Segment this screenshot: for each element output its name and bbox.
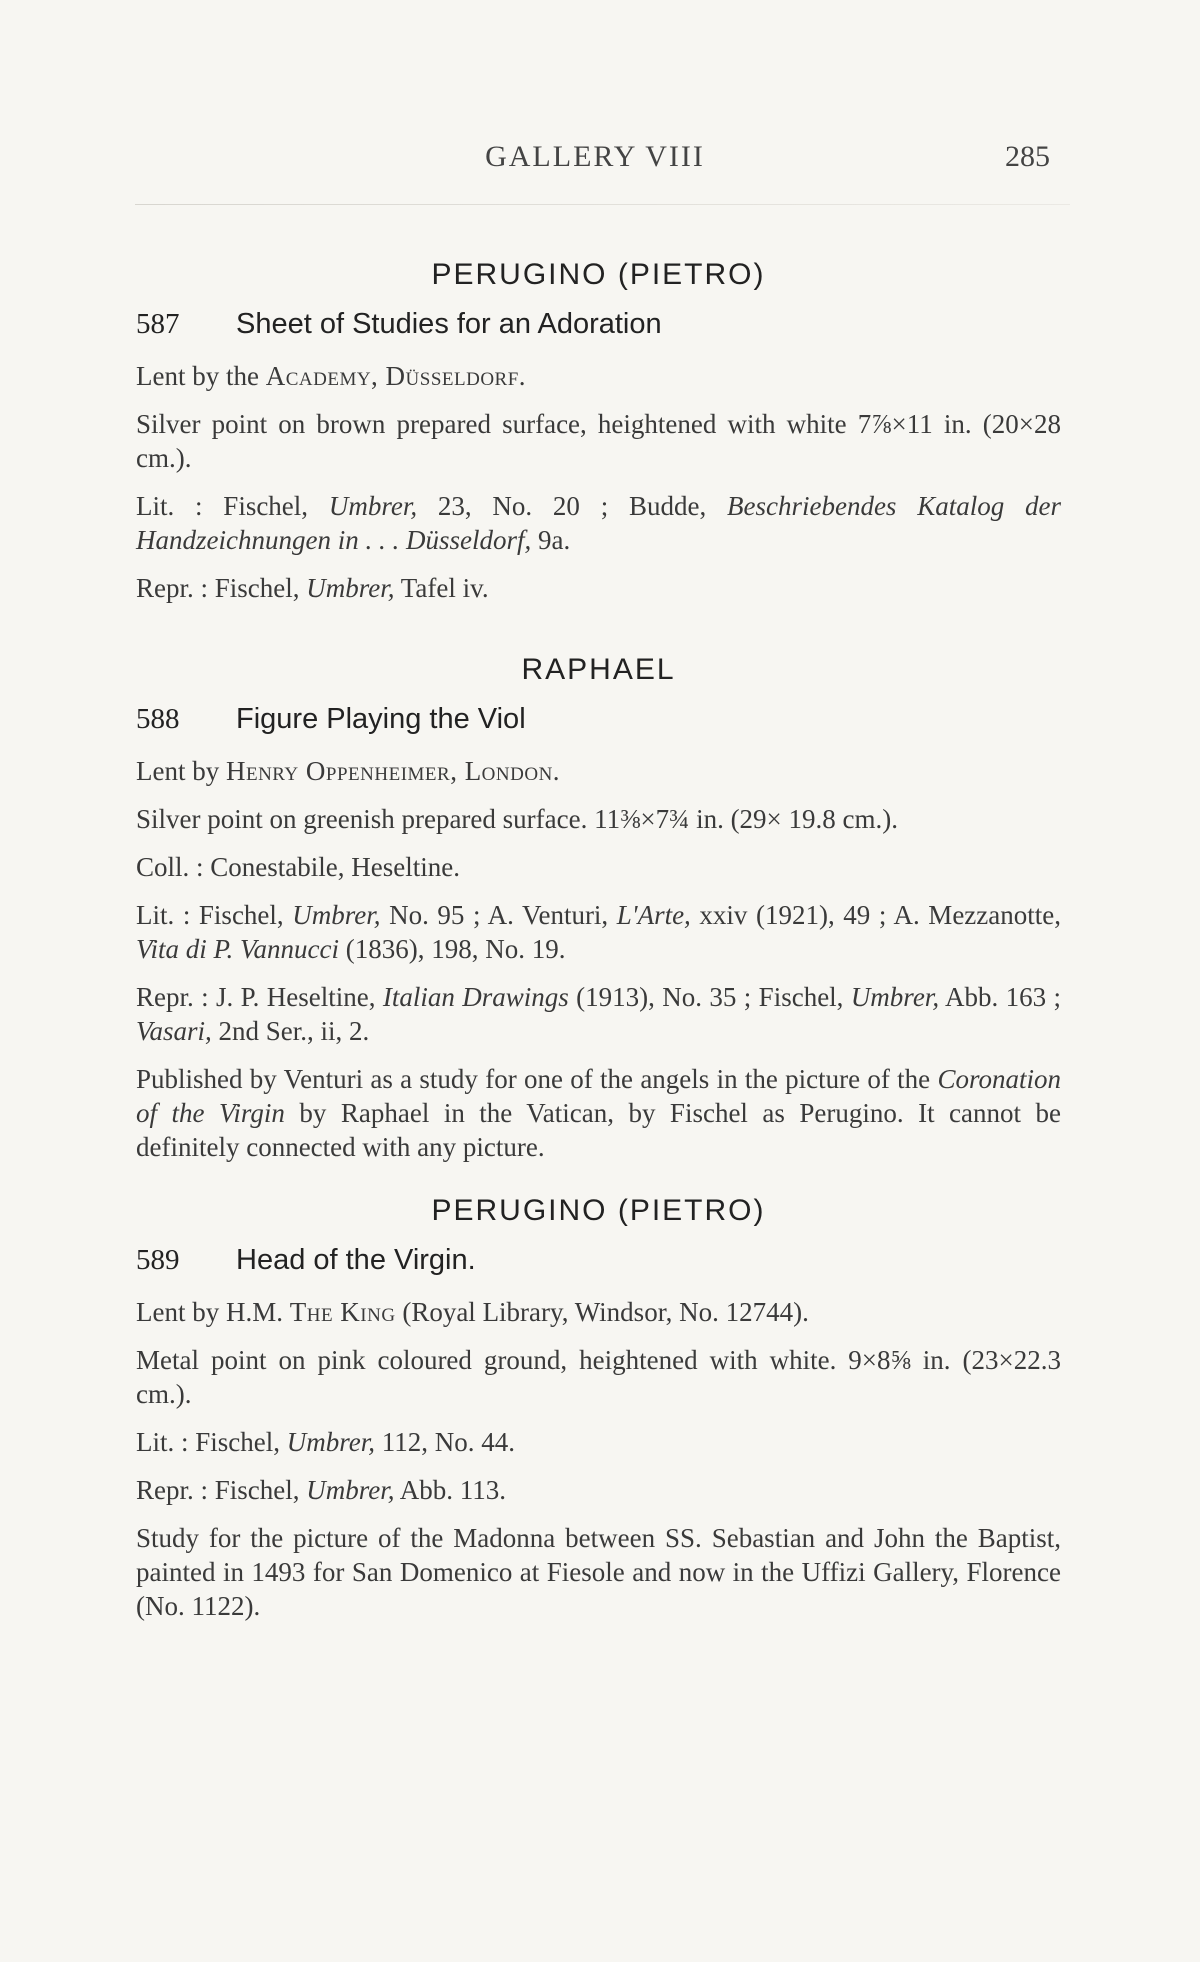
reproduction-line <box>136 980 1061 1048</box>
lit-title: Beschriebendes Katalog der Handzeichnungen in . . . Düsseldorf, <box>136 491 1061 555</box>
repr-prefix: Repr. : Fischel, <box>136 1475 307 1505</box>
lender-line <box>136 754 1061 788</box>
catalogue-number: 588 <box>136 703 180 735</box>
lender-name: Henry Oppenheimer, London. <box>225 756 561 786</box>
literature-line <box>136 1425 1061 1459</box>
repr-title: Umbrer, <box>850 982 940 1012</box>
lit-text: (1836), 198, No. 19. <box>338 934 566 964</box>
repr-text: 2nd Ser., ii, 2. <box>211 1016 370 1046</box>
repr-prefix: Repr. : J. P. Heseltine, <box>136 982 383 1012</box>
lit-title: Umbrer, <box>292 900 381 930</box>
literature-line <box>136 898 1061 966</box>
lit-title: L'Arte, <box>616 900 691 930</box>
medium-line: Silver point on brown prepared surface, heightened with white 7⅞×11 in. (20×28 cm.). <box>136 409 1061 473</box>
reproduction-line <box>136 1473 1061 1507</box>
lent-prefix: Lent by the <box>136 361 266 391</box>
medium-line: Silver point on greenish prepared surface. 11⅜×7¾ in. (29× 19.8 cm.). <box>136 804 899 834</box>
catalogue-number: 587 <box>136 308 180 340</box>
entry-heading <box>136 703 1061 736</box>
catalogue-entry <box>136 1194 1061 1623</box>
entry-title: Head of the Virgin. <box>236 1244 476 1276</box>
repr-prefix: Repr. : Fischel, <box>136 573 307 603</box>
lit-text: No. 95 ; A. Venturi, <box>380 900 617 930</box>
collection-line: Coll. : Conestabile, Heseltine. <box>136 852 460 882</box>
entry-heading <box>136 1244 1061 1277</box>
lit-title: Vita di P. Vannucci <box>136 934 339 964</box>
entry-title: Figure Playing the Viol <box>236 703 526 735</box>
lit-title: Umbrer, <box>286 1427 376 1457</box>
catalogue-number: 589 <box>136 1244 180 1276</box>
catalogue-entry <box>136 258 1061 605</box>
lent-prefix: Lent by <box>136 756 226 786</box>
lit-text: 112, No. 44. <box>375 1427 516 1457</box>
literature-line <box>136 489 1061 557</box>
lit-title: Umbrer, <box>328 491 418 521</box>
lent-suffix: (Royal Library, Windsor, No. 12744). <box>395 1297 809 1327</box>
catalogue-entry <box>136 653 1061 1164</box>
page-number: 285 <box>1005 140 1050 173</box>
lender-name: Academy, Düsseldorf. <box>265 361 527 391</box>
lender-line <box>136 359 1061 393</box>
artist-heading: PERUGINO (PIETRO) <box>431 258 766 291</box>
header-rule <box>135 204 1070 205</box>
note-paragraph: Study for the picture of the Madonna between SS. Sebastian and John the Baptist, painted in 1493 for San Domenico at Fiesole and now in the Uffizi Gallery, Florence (No. 1122). <box>136 1523 1061 1621</box>
lit-prefix: Lit. : Fischel, <box>136 491 329 521</box>
medium-line: Metal point on pink coloured ground, heightened with white. 9×8⅝ in. (23×22.3 cm.). <box>136 1345 1061 1409</box>
lit-prefix: Lit. : Fischel, <box>136 900 293 930</box>
repr-title: Umbrer, <box>306 1475 395 1505</box>
repr-text: (1913), No. 35 ; Fischel, <box>568 982 851 1012</box>
note-paragraph <box>136 1062 1061 1164</box>
repr-text: Abb. 113. <box>394 1475 507 1505</box>
reproduction-line <box>136 571 1061 605</box>
lit-text: xxiv (1921), 49 ; A. Mezzanotte, <box>690 900 1061 930</box>
repr-title: Umbrer, <box>306 573 395 603</box>
note-title: Coronation of the Virgin <box>136 1064 1061 1128</box>
catalogue-content <box>136 258 1061 1653</box>
lit-prefix: Lit. : Fischel, <box>136 1427 287 1457</box>
lit-text: 9a. <box>531 525 571 555</box>
lit-text: 23, No. 20 ; Budde, <box>417 491 727 521</box>
repr-title: Vasari, <box>136 1016 212 1046</box>
running-head <box>140 140 1050 180</box>
lender-line <box>136 1295 1061 1329</box>
repr-text: Abb. 163 ; <box>939 982 1061 1012</box>
lent-prefix: Lent by H.M. <box>136 1297 290 1327</box>
note-text: Published by Venturi as a study for one of the angels in the picture of the <box>136 1064 938 1094</box>
entry-heading <box>136 308 1061 341</box>
repr-title: Italian Drawings <box>382 982 569 1012</box>
entry-title: Sheet of Studies for an Adoration <box>236 308 662 340</box>
artist-heading: RAPHAEL <box>521 653 676 686</box>
lender-name: The King <box>289 1297 396 1327</box>
note-text: by Raphael in the Vatican, by Fischel as Perugino. It cannot be definitely connected with any picture. <box>136 1098 1061 1162</box>
running-title: GALLERY VIII <box>485 140 705 173</box>
repr-text: Tafel iv. <box>394 573 489 603</box>
artist-heading: PERUGINO (PIETRO) <box>431 1194 766 1227</box>
